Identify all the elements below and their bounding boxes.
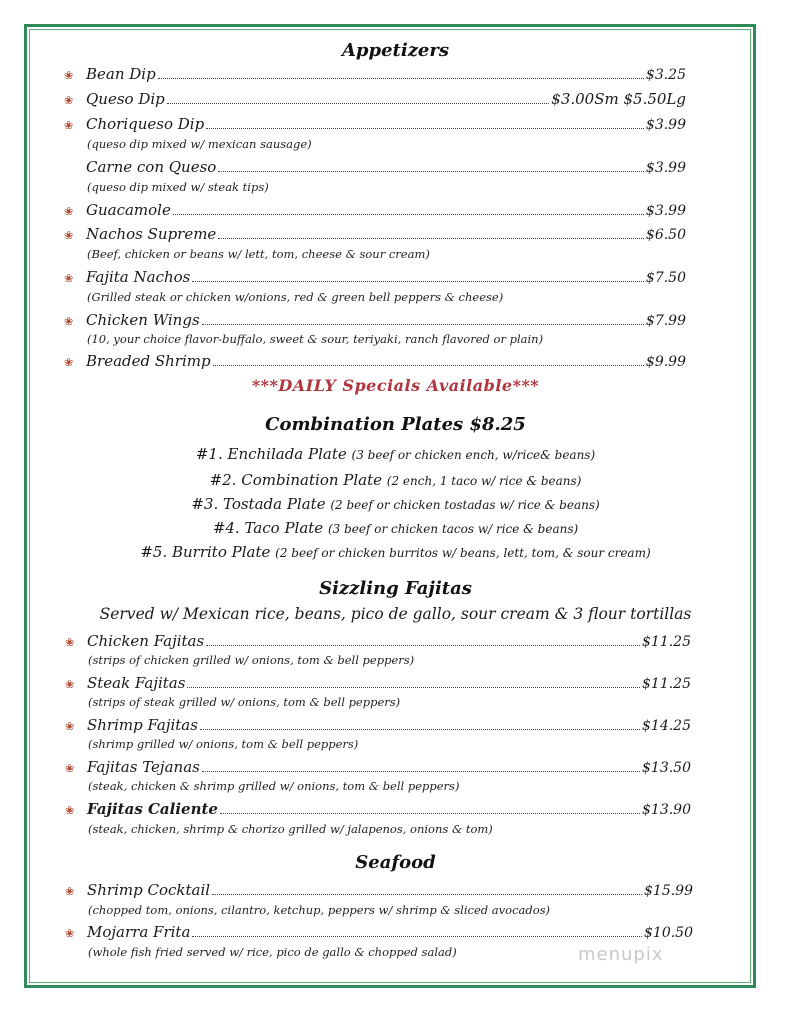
item-description: (10, your choice flavor-buffalo, sweet & sour, teriyaki, ranch flavored or plain) [87,332,544,346]
dot-leader [192,269,644,282]
item-description: (Grilled steak or chicken w/onions, red & green bell peppers & cheese) [87,290,504,304]
item-description: (chopped tom, onions, cilantro, ketchup, peppers w/ shrimp & sliced avocados) [88,903,551,917]
menu-item [65,674,691,694]
item-description: (queso dip mixed w/ mexican sausage) [87,137,312,151]
menu-item [65,800,691,820]
flower-bullet-icon: ❀ [64,356,74,369]
flower-bullet-icon: ❀ [65,636,75,649]
item-name: Fajitas Caliente [87,800,218,818]
menupix-watermark: menupix [578,944,664,965]
item-name: Mojarra Frita [87,923,191,941]
item-description: (steak, chicken, shrimp & chorizo grilled w/ jalapenos, onions & tom) [88,822,493,836]
combo-name: #1. Enchilada Plate [195,445,347,463]
menu-item [64,311,686,331]
item-price: $15.99 [644,883,693,899]
combo-name: #3. Tostada Plate [191,495,326,513]
item-name: Fajita Nachos [86,268,191,286]
menu-item [65,881,693,901]
menu-item [64,65,686,85]
item-price: $3.99 [645,117,686,133]
menu-item [65,632,691,652]
dot-leader [213,353,644,366]
flower-bullet-icon: ❀ [65,762,75,775]
dot-leader [173,202,644,215]
item-name: Chicken Fajitas [87,632,205,650]
combo-name: #5. Burrito Plate [140,543,271,561]
dot-leader [206,633,640,646]
item-name: Bean Dip [86,65,156,83]
dot-leader [187,675,640,688]
item-name: Choriqueso Dip [86,115,205,133]
combo-item [0,495,791,513]
flower-bullet-icon: ❀ [64,205,74,218]
dot-leader [218,159,644,172]
dot-leader [220,801,640,814]
flower-bullet-icon: ❀ [64,119,74,132]
item-name: Chicken Wings [86,311,200,329]
menu-item [64,90,686,110]
flower-bullet-icon: ❀ [65,885,75,898]
item-name: Steak Fajitas [87,674,186,692]
item-name: Nachos Supreme [86,225,217,243]
combo-description: (2 beef or chicken tostadas w/ rice & beans) [330,498,600,512]
flower-bullet-icon: ❀ [65,720,75,733]
item-price: $13.50 [642,760,691,776]
daily-specials-banner: ***DAILY Specials Available*** [251,376,540,395]
fajitas-heading: Sizzling Fajitas [319,578,472,599]
dot-leader [218,226,644,239]
dot-leader [158,66,644,79]
dot-leader [206,116,644,129]
menu-item [64,158,686,178]
item-name: Shrimp Fajitas [87,716,198,734]
menu-item [65,758,691,778]
combo-item [0,543,791,561]
flower-bullet-icon: ❀ [65,678,75,691]
appetizers-heading: Appetizers [341,40,450,61]
menu-item [64,352,686,372]
combo-name: #2. Combination Plate [209,471,383,489]
dot-leader [200,717,640,730]
flower-bullet-icon: ❀ [65,804,75,817]
combo-description: (2 ench, 1 taco w/ rice & beans) [386,474,582,488]
dot-leader [192,924,642,937]
combo-item [0,519,791,537]
item-name: Breaded Shrimp [86,352,211,370]
combo-description: (2 beef or chicken burritos w/ beans, lett, tom, & sour cream) [275,546,651,560]
item-price: $11.25 [642,676,691,692]
item-description: (steak, chicken & shrimp grilled w/ onions, tom & bell peppers) [88,779,460,793]
combination-heading: Combination Plates $8.25 [265,414,526,435]
dot-leader [202,759,640,772]
item-price: $11.25 [642,634,691,650]
item-price: $9.99 [645,354,686,370]
menu-item [65,716,691,736]
item-price: $3.99 [645,203,686,219]
item-description: (Beef, chicken or beans w/ lett, tom, cheese & sour cream) [87,247,430,261]
item-price: $3.00Sm $5.50Lg [551,90,686,108]
item-name: Carne con Queso [86,158,217,176]
item-price: $14.25 [642,718,691,734]
combo-description: (3 beef or chicken tacos w/ rice & beans) [327,522,579,536]
item-name: Shrimp Cocktail [87,881,211,899]
item-description: (queso dip mixed w/ steak tips) [87,180,269,194]
combo-item [0,445,791,463]
item-price: $6.50 [645,227,686,243]
item-description: (strips of steak grilled w/ onions, tom & bell peppers) [88,695,401,709]
flower-bullet-icon: ❀ [64,94,74,107]
dot-leader [202,312,644,325]
item-description: (whole fish fried served w/ rice, pico de gallo & chopped salad) [88,945,457,959]
flower-bullet-icon: ❀ [64,272,74,285]
item-name: Fajitas Tejanas [87,758,200,776]
item-description: (strips of chicken grilled w/ onions, tom & bell peppers) [88,653,415,667]
item-price: $13.90 [642,802,691,818]
combo-name: #4. Taco Plate [212,519,324,537]
dot-leader [167,91,550,104]
flower-bullet-icon: ❀ [64,315,74,328]
seafood-heading: Seafood [355,852,436,873]
item-name: Guacamole [86,201,171,219]
menu-item [64,268,686,288]
fajitas-served-note: Served w/ Mexican rice, beans, pico de gallo, sour cream & 3 flour tortillas [99,605,692,623]
combo-description: (3 beef or chicken ench, w/rice& beans) [351,448,596,462]
menu-item [64,115,686,135]
item-price: $3.25 [645,67,686,83]
menu-item [64,225,686,245]
item-price: $7.99 [645,313,686,329]
flower-bullet-icon: ❀ [65,927,75,940]
menu-item [65,923,693,943]
dot-leader [212,882,642,895]
combo-item [0,471,791,489]
item-price: $10.50 [644,925,693,941]
item-name: Queso Dip [86,90,165,108]
flower-bullet-icon: ❀ [64,69,74,82]
menu-item [64,201,686,221]
item-price: $3.99 [645,160,686,176]
item-description: (shrimp grilled w/ onions, tom & bell peppers) [88,737,359,751]
item-price: $7.50 [645,270,686,286]
flower-bullet-icon: ❀ [64,229,74,242]
